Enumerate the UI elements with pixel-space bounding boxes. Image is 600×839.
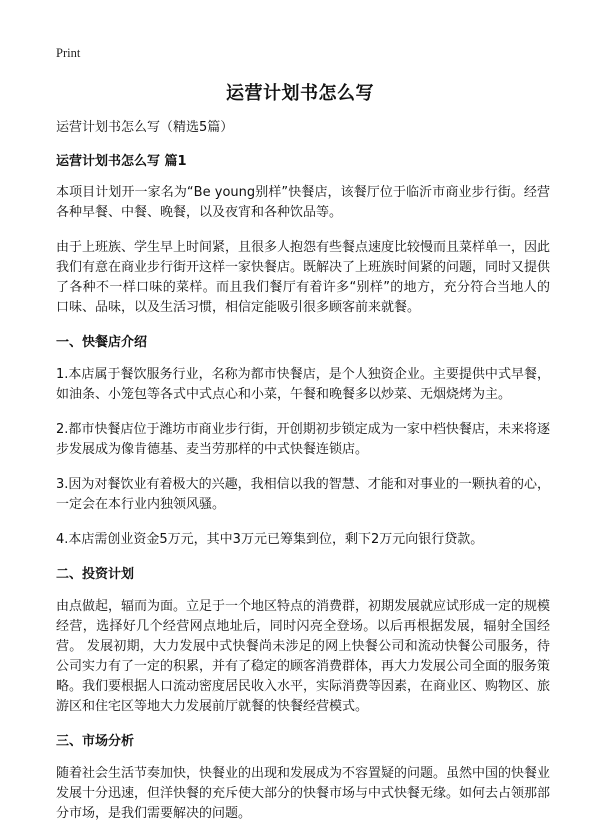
section-market-paragraph-1: 随着社会生活节奏加快，快餐业的出现和发展成为不容置疑的问题。虽然中国的快餐业发展十分迅速，但洋快餐的充斥使大部分的快餐市场与中式快餐无缘。如何去占领那部分市场，是我们需要解决的问题。 <box>56 766 551 821</box>
section-heading-market: 三、市场分析 <box>56 734 135 749</box>
document-subtitle: 运营计划书怎么写（精选5篇） <box>56 120 234 135</box>
print-link[interactable]: Print <box>56 46 81 60</box>
intro-paragraph-2: 由于上班族、学生早上时间紧，且很多人抱怨有些餐点速度比较慢而且菜样单一，因此我们有意在商业步行街开这样一家快餐店。既解决了上班族时间紧的问题，同时又提供了各种不一样口味的菜样。而且我们餐厅有着许多“别样”的地方，充分符合当地人的口味、品味，以及生活习惯，相信定能吸引很多顾客前来就餐。 <box>56 240 551 315</box>
section-heading-investment: 二、投资计划 <box>56 567 135 582</box>
section-intro-paragraph-1: 1.本店属于餐饮服务行业，名称为都市快餐店，是个人独资企业。主要提供中式早餐，如油条、小笼包等各式中式点心和小菜，午餐和晚餐多以炒菜、无烟烧烤为主。 <box>56 367 550 402</box>
section-investment-paragraph-1: 由点做起，辐而为面。立足于一个地区特点的消费群，初期发展就应试形成一定的规模经营，选择好几个经营网点地址后，同时闪亮全登场。以后再根据发展，辐射全国经营。 发展初期，大力发展中式快餐尚未涉足的网上快餐公司和流动快餐公司服务，待公司实力有了一定的积累，并有了稳定的顾客消费群体，再大力发展公司全面的服务策略。我们要根据人口流动密度居民收入水平，实际消费等因素，在商业区、购物区、旅游区和住宅区等地大力发展前厅就餐的快餐经营模式。 <box>56 599 551 714</box>
intro-paragraph-1: 本项目计划开一家名为“Be young别样”快餐店，该餐厅位于临沂市商业步行街。经营各种早餐、中餐、晚餐，以及夜宵和各种饮品等。 <box>56 185 550 220</box>
article-heading: 运营计划书怎么写 篇1 <box>56 154 187 169</box>
section-heading-intro: 一、快餐店介绍 <box>56 335 148 350</box>
section-intro-paragraph-3: 3.因为对餐饮业有着极大的兴趣，我相信以我的智慧、才能和对事业的一颗执着的心，一定会在本行业内独领风骚。 <box>56 477 550 512</box>
section-intro-paragraph-4: 4.本店需创业资金5万元，其中3万元已筹集到位，剩下2万元向银行贷款。 <box>56 532 484 547</box>
document-body <box>56 118 550 839</box>
page-title: 运营计划书怎么写 <box>226 83 374 104</box>
section-intro-paragraph-2: 2.都市快餐店位于潍坊市商业步行街，开创期初步锁定成为一家中档快餐店，未来将逐步发展成为像肯德基、麦当劳那样的中式快餐连锁店。 <box>56 422 550 457</box>
